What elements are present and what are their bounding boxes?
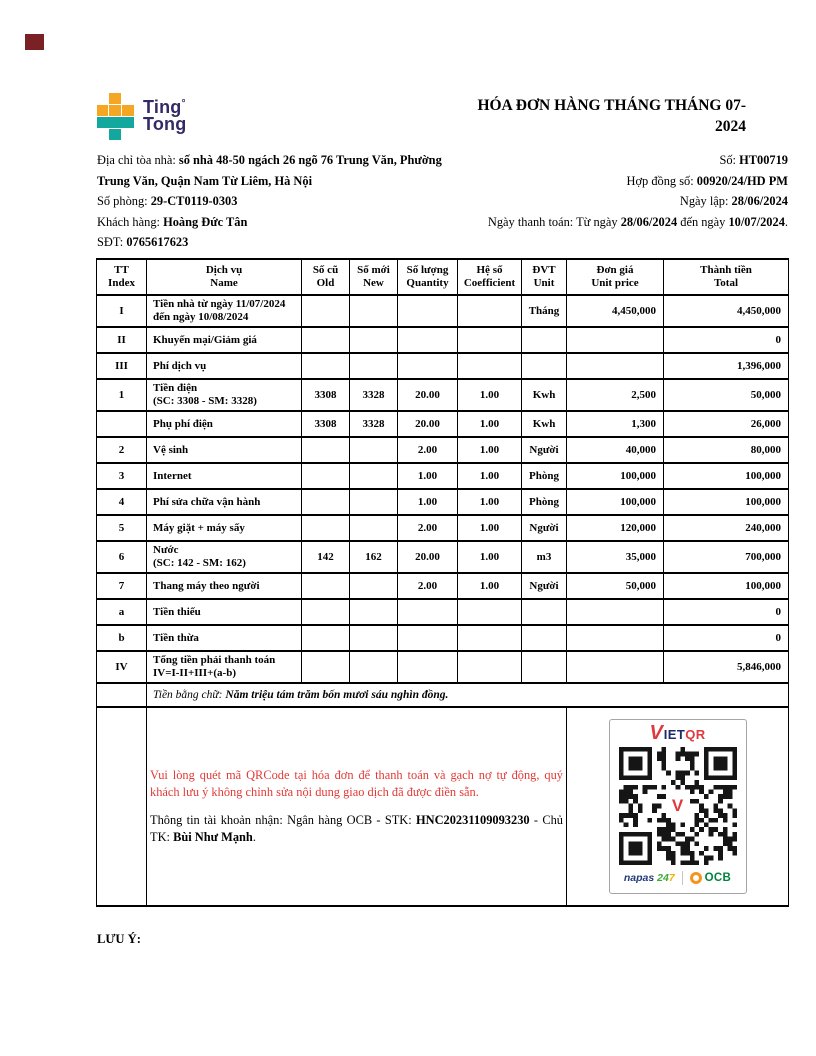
cell-unit: Người [522,437,567,463]
cell-quantity: 2.00 [398,515,458,541]
cell-total: 240,000 [664,515,789,541]
cell-coefficient [458,295,522,327]
cell-index: II [97,327,147,353]
cell-total: 100,000 [664,573,789,599]
cell-index: 2 [97,437,147,463]
cell-total: 700,000 [664,541,789,573]
cell-new [350,295,398,327]
table-row [97,463,789,489]
cell-old [302,651,350,683]
cell-coefficient [458,599,522,625]
vietqr-card [609,719,747,894]
cell-coefficient: 1.00 [458,541,522,573]
cell-new [350,327,398,353]
cell-coefficient: 1.00 [458,437,522,463]
issue-date: Ngày lập: 28/06/2024 [679,194,788,209]
cell-unit-price: 50,000 [567,573,664,599]
table-row [97,327,789,353]
cell-new: 3328 [350,379,398,411]
cell-unit [522,651,567,683]
cell-new: 3328 [350,411,398,437]
cell-new [350,515,398,541]
cell-name: Phí sửa chữa vận hành [147,489,302,515]
table-row [97,379,789,411]
tingtong-logo [97,93,186,140]
account-number: HNC20231109093230 [416,813,530,827]
cell-name: Tiền thừa [147,625,302,651]
cell-empty [97,707,147,906]
cell-new [350,353,398,379]
cell-name: Phụ phí điện [147,411,302,437]
cell-index: 5 [97,515,147,541]
cell-unit: Kwh [522,411,567,437]
table-row [97,437,789,463]
column-header: Số lượng Quantity [398,259,458,295]
invoice-table [96,258,789,907]
contract-number: Hợp đồng số: 00920/24/HD PM [626,173,788,188]
corner-marker [25,34,44,50]
cell-unit-price: 120,000 [567,515,664,541]
column-header: Thành tiền Total [664,259,789,295]
vietqr-v-icon: V [649,722,663,744]
cell-quantity: 2.00 [398,573,458,599]
cell-new [350,463,398,489]
qr-code-cell [567,707,789,906]
cell-index: I [97,295,147,327]
account-holder: Bùi Như Mạnh [173,830,253,844]
table-row [97,541,789,573]
cell-name: Nước (SC: 142 - SM: 162) [147,541,302,573]
invoice-title: HÓA ĐƠN HÀNG THÁNG THÁNG 07- 2024 [477,97,746,135]
cell-coefficient: 1.00 [458,515,522,541]
cell-coefficient: 1.00 [458,379,522,411]
table-row [97,625,789,651]
room-number: Số phòng: 29-CT0119-0303 [97,194,238,209]
vietqr-center-v-icon: V [671,796,684,816]
column-header: Số cũ Old [302,259,350,295]
cell-coefficient: 1.00 [458,463,522,489]
cell-old [302,353,350,379]
cell-coefficient: 1.00 [458,573,522,599]
cell-total: 100,000 [664,463,789,489]
cell-quantity: 20.00 [398,411,458,437]
cell-index: b [97,625,147,651]
cell-index: a [97,599,147,625]
cell-total: 0 [664,599,789,625]
cell-old [302,573,350,599]
table-row [97,295,789,327]
footer-note: LƯU Ý: [97,932,141,946]
cell-coefficient [458,327,522,353]
cell-coefficient: 1.00 [458,411,522,437]
napas-247-logo: napas 247 [623,871,675,884]
qr-notice-text: Vui lòng quét mã QRCode tại hóa đơn để thanh toán và gạch nợ tự động, quý khách lưu ý không chỉnh sửa nội dung giao dịch đã được điền sẵn. [150,768,563,799]
cell-unit-price [567,327,664,353]
cell-old: 3308 [302,379,350,411]
cell-quantity [398,353,458,379]
cell-old [302,489,350,515]
cell-new [350,437,398,463]
cell-new: 162 [350,541,398,573]
cell-name: Tiền nhà từ ngày 11/07/2024 đến ngày 10/08/2024 [147,295,302,327]
customer-name: Khách hàng: Hoàng Đức Tân [97,214,248,229]
cell-total: 1,396,000 [664,353,789,379]
cell-new [350,651,398,683]
cell-new [350,573,398,599]
table-header-row [97,259,789,295]
logo-tong: Tong [143,114,187,134]
logo-ting: Ting [143,97,182,117]
cell-name: Tổng tiền phải thanh toán IV=I-II+III+(a-b) [147,651,302,683]
cell-total: 0 [664,625,789,651]
qr-payment-row [97,707,789,906]
logo-degree: ° [181,98,186,109]
cell-quantity [398,625,458,651]
cell-old [302,295,350,327]
cell-unit: Người [522,573,567,599]
qr-code [619,747,737,865]
cell-total: 0 [664,327,789,353]
vietqr-logo: V IET QR [649,722,706,744]
cell-name: Phí dịch vụ [147,353,302,379]
amount-in-words-cell [147,683,789,707]
cell-quantity [398,651,458,683]
cell-index: 1 [97,379,147,411]
cell-old [302,599,350,625]
cell-total: 5,846,000 [664,651,789,683]
column-header: ĐVT Unit [522,259,567,295]
column-header: Hệ số Coefficient [458,259,522,295]
ocb-logo: OCB [690,872,731,885]
cell-unit: m3 [522,541,567,573]
cell-index: IV [97,651,147,683]
table-row [97,515,789,541]
cell-name: Tiền điện (SC: 3308 - SM: 3328) [147,379,302,411]
cell-name: Thang máy theo người [147,573,302,599]
cell-coefficient: 1.00 [458,489,522,515]
cell-old [302,327,350,353]
column-header: Đơn giá Unit price [567,259,664,295]
table-row [97,573,789,599]
cell-unit-price: 35,000 [567,541,664,573]
cell-unit-price: 40,000 [567,437,664,463]
cell-name: Vệ sinh [147,437,302,463]
cell-old [302,463,350,489]
cell-unit: Người [522,515,567,541]
cell-quantity: 20.00 [398,379,458,411]
table-row [97,651,789,683]
payment-instructions-cell [147,707,567,906]
cell-quantity [398,599,458,625]
cell-unit [522,599,567,625]
cell-new [350,599,398,625]
cell-quantity: 2.00 [398,437,458,463]
tingtong-logo-text [143,95,186,133]
cell-old [302,437,350,463]
logo-divider [682,871,683,885]
cell-old: 142 [302,541,350,573]
payment-partner-logos [616,870,740,886]
cell-quantity: 20.00 [398,541,458,573]
amount-in-words-value: Năm triệu tám trăm bốn mươi sáu nghìn đồng. [225,688,449,701]
column-header: TT Index [97,259,147,295]
cell-quantity [398,295,458,327]
cell-unit-price [567,625,664,651]
cell-unit: Phòng [522,489,567,515]
cell-index: 6 [97,541,147,573]
invoice-meta [358,150,788,232]
table-row [97,353,789,379]
cell-unit-price: 100,000 [567,463,664,489]
building-address: Địa chỉ tòa nhà: số nhà 48-50 ngách 26 ngõ 76 Trung Văn, Phường [97,153,442,167]
cell-total: 4,450,000 [664,295,789,327]
cell-quantity [398,327,458,353]
cell-unit: Tháng [522,295,567,327]
cell-unit [522,625,567,651]
cell-quantity: 1.00 [398,489,458,515]
cell-old [302,625,350,651]
cell-name: Khuyến mại/Giảm giá [147,327,302,353]
cell-total: 50,000 [664,379,789,411]
account-info-text: Thông tin tài khoản nhận: Ngân hàng OCB - STK: HNC20231109093230 - Chủ TK: Bùi Như Mạnh. [150,813,563,844]
cell-name: Internet [147,463,302,489]
cell-unit-price: 4,450,000 [567,295,664,327]
column-header: Số mới New [350,259,398,295]
cell-unit-price [567,651,664,683]
cell-coefficient [458,651,522,683]
cell-unit-price: 2,500 [567,379,664,411]
cell-index [97,411,147,437]
cell-new [350,625,398,651]
cell-unit-price [567,353,664,379]
building-address-line2: Trung Văn, Quận Nam Từ Liêm, Hà Nội [97,173,313,188]
cell-quantity: 1.00 [398,463,458,489]
invoice-number: Số: HT00719 [719,153,788,167]
cell-coefficient [458,353,522,379]
cell-unit-price: 1,300 [567,411,664,437]
cell-unit-price: 100,000 [567,489,664,515]
cell-unit: Kwh [522,379,567,411]
amount-in-words-label: Tiền bằng chữ: [153,688,223,701]
table-row [97,411,789,437]
cell-index: 4 [97,489,147,515]
table-row [97,599,789,625]
cell-total: 80,000 [664,437,789,463]
cell-unit [522,327,567,353]
cell-name: Tiền thiếu [147,599,302,625]
cell-index: III [97,353,147,379]
tingtong-logo-icon [97,93,134,140]
table-row [97,489,789,515]
cell-unit-price [567,599,664,625]
cell-old [302,515,350,541]
cell-old: 3308 [302,411,350,437]
ocb-icon [690,872,702,884]
cell-unit [522,353,567,379]
payment-period: Ngày thanh toán: Từ ngày 28/06/2024 đến ngày 10/07/2024. [487,214,788,229]
cell-index: 7 [97,573,147,599]
cell-new [350,489,398,515]
column-header: Dịch vụ Name [147,259,302,295]
amount-in-words-row [97,683,789,707]
cell-empty [97,683,147,707]
cell-total: 100,000 [664,489,789,515]
cell-coefficient [458,625,522,651]
cell-unit: Phòng [522,463,567,489]
cell-name: Máy giặt + máy sấy [147,515,302,541]
customer-phone: SĐT: 0765617623 [97,235,189,250]
cell-index: 3 [97,463,147,489]
cell-total: 26,000 [664,411,789,437]
